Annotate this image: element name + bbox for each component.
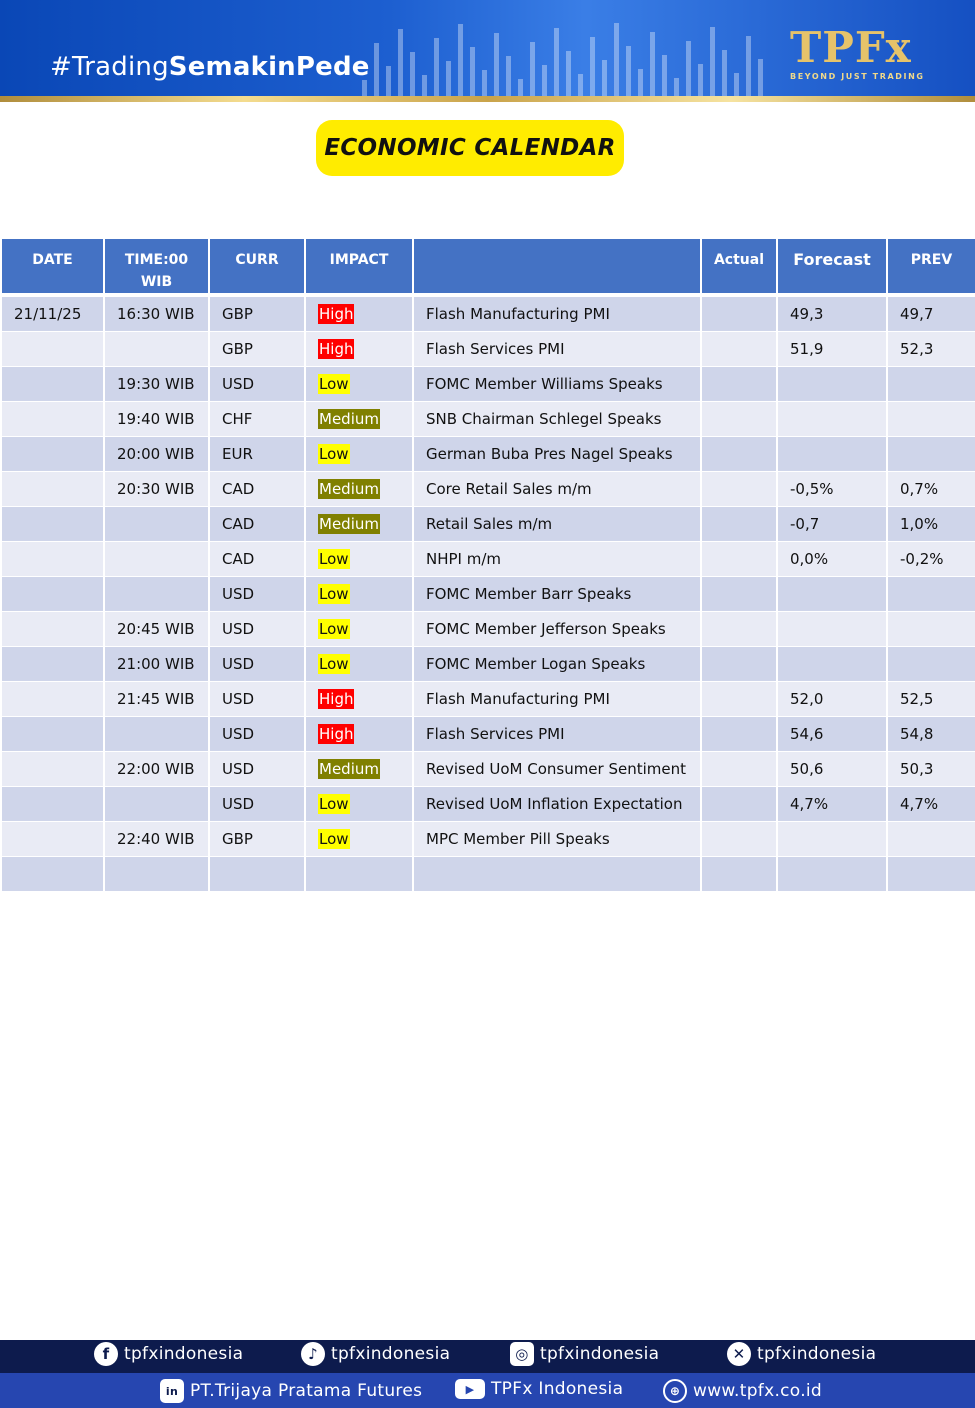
cell-impact — [306, 822, 412, 857]
impact-badge: Low — [319, 375, 349, 393]
cell-currency — [210, 857, 304, 892]
cell-date — [2, 577, 103, 612]
cell-time: 19:40 WIB — [105, 402, 208, 437]
cell-date — [2, 647, 103, 682]
cell-prev: 54,8 — [888, 717, 975, 752]
cell-date: 21/11/25 — [2, 297, 103, 332]
cell-prev — [888, 367, 975, 402]
cell-actual — [702, 857, 776, 892]
cell-forecast: 54,6 — [778, 717, 886, 752]
cell-event: FOMC Member Barr Speaks — [414, 577, 700, 612]
table-row — [2, 857, 975, 892]
impact-badge: Low — [319, 830, 349, 848]
cell-prev: 52,3 — [888, 332, 975, 367]
instagram-icon: ◎ — [510, 1342, 534, 1366]
cell-impact — [306, 647, 412, 682]
tiktok-icon: ♪ — [301, 1342, 325, 1366]
cell-actual — [702, 437, 776, 472]
linkedin-label: PT.Trijaya Pratama Futures — [190, 1381, 423, 1401]
cell-prev: 1,0% — [888, 507, 975, 542]
cell-date — [2, 472, 103, 507]
cell-time: 21:00 WIB — [105, 647, 208, 682]
impact-badge: Medium — [319, 760, 379, 778]
table-row — [2, 332, 975, 367]
cell-date — [2, 402, 103, 437]
cell-event: MPC Member Pill Speaks — [414, 822, 700, 857]
cell-time: 22:40 WIB — [105, 822, 208, 857]
cell-time — [105, 717, 208, 752]
impact-badge: High — [319, 305, 354, 323]
cell-impact — [306, 437, 412, 472]
cell-prev — [888, 612, 975, 647]
cell-prev: 0,7% — [888, 472, 975, 507]
website-url: www.tpfx.co.id — [693, 1381, 823, 1401]
cell-actual — [702, 682, 776, 717]
table-row — [2, 822, 975, 857]
cell-time: 22:00 WIB — [105, 752, 208, 787]
cell-forecast — [778, 857, 886, 892]
brand-logo-text: TPFx — [790, 23, 912, 72]
cell-actual — [702, 402, 776, 437]
x-handle: tpfxindonesia — [757, 1344, 877, 1364]
x-link[interactable] — [727, 1342, 876, 1366]
cell-prev — [888, 822, 975, 857]
youtube-link[interactable] — [455, 1379, 623, 1399]
cell-impact — [306, 507, 412, 542]
brand-logo — [790, 23, 930, 86]
cell-impact — [306, 682, 412, 717]
globe-icon: ⊕ — [663, 1379, 687, 1403]
cell-actual — [702, 507, 776, 542]
cell-time: 20:00 WIB — [105, 437, 208, 472]
cell-event: FOMC Member Logan Speaks — [414, 647, 700, 682]
cell-impact — [306, 857, 412, 892]
cell-time — [105, 787, 208, 822]
impact-badge: Low — [319, 585, 349, 603]
table-row — [2, 402, 975, 437]
page-title-badge — [316, 120, 624, 176]
cell-event: NHPI m/m — [414, 542, 700, 577]
facebook-icon: f — [94, 1342, 118, 1366]
cell-currency: USD — [210, 367, 304, 402]
cell-prev — [888, 857, 975, 892]
cell-currency: GBP — [210, 332, 304, 367]
cell-impact — [306, 297, 412, 332]
instagram-link[interactable] — [510, 1342, 659, 1366]
column-header-event — [414, 239, 700, 293]
table-row — [2, 577, 975, 612]
cell-currency: USD — [210, 682, 304, 717]
cell-date — [2, 437, 103, 472]
table-row — [2, 297, 975, 332]
impact-badge: High — [319, 340, 354, 358]
cell-time: 20:45 WIB — [105, 612, 208, 647]
table-row — [2, 612, 975, 647]
impact-badge: High — [319, 690, 354, 708]
cell-forecast — [778, 402, 886, 437]
table-row — [2, 507, 975, 542]
cell-currency: CAD — [210, 507, 304, 542]
cell-currency: GBP — [210, 297, 304, 332]
cell-prev — [888, 437, 975, 472]
cell-date — [2, 752, 103, 787]
cell-time: 19:30 WIB — [105, 367, 208, 402]
cell-actual — [702, 332, 776, 367]
cell-event — [414, 857, 700, 892]
header-banner — [0, 0, 975, 98]
cell-impact — [306, 787, 412, 822]
cell-time: 20:30 WIB — [105, 472, 208, 507]
impact-badge: Low — [319, 445, 349, 463]
instagram-handle: tpfxindonesia — [540, 1344, 660, 1364]
cell-forecast — [778, 822, 886, 857]
brand-tagline: BEYOND JUST TRADING — [790, 72, 925, 81]
facebook-handle: tpfxindonesia — [124, 1344, 244, 1364]
column-header-currency: CURR — [210, 239, 304, 293]
cell-currency: CHF — [210, 402, 304, 437]
cell-date — [2, 822, 103, 857]
cell-actual — [702, 472, 776, 507]
cell-event: Flash Services PMI — [414, 717, 700, 752]
x-icon: ✕ — [727, 1342, 751, 1366]
cell-currency: CAD — [210, 542, 304, 577]
youtube-label: TPFx Indonesia — [491, 1379, 624, 1399]
column-header-date: DATE — [2, 239, 103, 293]
cell-event: FOMC Member Jefferson Speaks — [414, 612, 700, 647]
cell-event: Flash Manufacturing PMI — [414, 682, 700, 717]
cell-forecast — [778, 367, 886, 402]
cell-date — [2, 367, 103, 402]
cell-forecast: 4,7% — [778, 787, 886, 822]
cell-date — [2, 682, 103, 717]
cell-currency: GBP — [210, 822, 304, 857]
table-row — [2, 367, 975, 402]
cell-time — [105, 577, 208, 612]
cell-date — [2, 507, 103, 542]
cell-time: 16:30 WIB — [105, 297, 208, 332]
linkedin-icon: in — [160, 1379, 184, 1403]
cell-actual — [702, 297, 776, 332]
table-row — [2, 682, 975, 717]
cell-impact — [306, 332, 412, 367]
youtube-icon: ▶ — [455, 1379, 485, 1399]
cell-event: Flash Services PMI — [414, 332, 700, 367]
cell-forecast: -0,5% — [778, 472, 886, 507]
cell-prev — [888, 647, 975, 682]
cell-date — [2, 787, 103, 822]
cell-impact — [306, 402, 412, 437]
cell-impact — [306, 367, 412, 402]
cell-actual — [702, 542, 776, 577]
cell-prev — [888, 402, 975, 437]
cell-prev: 50,3 — [888, 752, 975, 787]
cell-date — [2, 332, 103, 367]
cell-actual — [702, 647, 776, 682]
cell-time — [105, 507, 208, 542]
cell-actual — [702, 577, 776, 612]
cell-date — [2, 542, 103, 577]
cell-currency: USD — [210, 577, 304, 612]
facebook-link[interactable] — [94, 1342, 243, 1366]
cell-currency: USD — [210, 717, 304, 752]
impact-badge: Low — [319, 655, 349, 673]
cell-forecast — [778, 612, 886, 647]
website-link[interactable] — [663, 1379, 822, 1403]
cell-impact — [306, 752, 412, 787]
cell-currency: USD — [210, 647, 304, 682]
column-header-time: TIME:00 WIB — [105, 239, 208, 293]
cell-currency: USD — [210, 787, 304, 822]
chart-bars-decoration — [360, 0, 780, 98]
cell-actual — [702, 717, 776, 752]
gold-divider — [0, 96, 975, 102]
column-header-prev: PREV — [888, 239, 975, 293]
cell-currency: CAD — [210, 472, 304, 507]
cell-prev: 4,7% — [888, 787, 975, 822]
cell-impact — [306, 542, 412, 577]
impact-badge: Low — [319, 795, 349, 813]
cell-prev: 52,5 — [888, 682, 975, 717]
impact-badge: Low — [319, 620, 349, 638]
cell-event: SNB Chairman Schlegel Speaks — [414, 402, 700, 437]
cell-time — [105, 332, 208, 367]
cell-actual — [702, 822, 776, 857]
table-row — [2, 472, 975, 507]
table-row — [2, 717, 975, 752]
economic-calendar-table — [0, 239, 975, 892]
cell-forecast — [778, 437, 886, 472]
cell-impact — [306, 717, 412, 752]
cell-time — [105, 542, 208, 577]
cell-forecast — [778, 577, 886, 612]
cell-date — [2, 612, 103, 647]
table-row — [2, 787, 975, 822]
cell-forecast — [778, 647, 886, 682]
cell-impact — [306, 577, 412, 612]
cell-event: Core Retail Sales m/m — [414, 472, 700, 507]
cell-event: FOMC Member Williams Speaks — [414, 367, 700, 402]
tiktok-link[interactable] — [301, 1342, 450, 1366]
cell-currency: EUR — [210, 437, 304, 472]
cell-forecast: 51,9 — [778, 332, 886, 367]
hashtag-text: #TradingSemakinPede — [50, 52, 370, 82]
cell-time: 21:45 WIB — [105, 682, 208, 717]
tiktok-handle: tpfxindonesia — [331, 1344, 451, 1364]
table-row — [2, 542, 975, 577]
table-row — [2, 752, 975, 787]
column-header-actual: Actual — [702, 239, 776, 293]
cell-event: Flash Manufacturing PMI — [414, 297, 700, 332]
cell-prev — [888, 577, 975, 612]
column-header-forecast: Forecast — [778, 239, 886, 293]
impact-badge: Medium — [319, 515, 379, 533]
impact-badge: Medium — [319, 480, 379, 498]
impact-badge: Medium — [319, 410, 379, 428]
cell-currency: USD — [210, 612, 304, 647]
cell-forecast: -0,7 — [778, 507, 886, 542]
cell-impact — [306, 612, 412, 647]
cell-forecast: 52,0 — [778, 682, 886, 717]
table-row — [2, 437, 975, 472]
table-header-row — [2, 239, 975, 293]
cell-event: Revised UoM Inflation Expectation — [414, 787, 700, 822]
cell-impact — [306, 472, 412, 507]
column-header-impact: IMPACT — [306, 239, 412, 293]
cell-date — [2, 857, 103, 892]
cell-event: Revised UoM Consumer Sentiment — [414, 752, 700, 787]
cell-currency: USD — [210, 752, 304, 787]
cell-actual — [702, 752, 776, 787]
cell-event: German Buba Pres Nagel Speaks — [414, 437, 700, 472]
cell-forecast: 50,6 — [778, 752, 886, 787]
impact-badge: Low — [319, 550, 349, 568]
impact-badge: High — [319, 725, 354, 743]
page-title: ECONOMIC CALENDAR — [324, 135, 616, 161]
cell-forecast: 0,0% — [778, 542, 886, 577]
cell-event: Retail Sales m/m — [414, 507, 700, 542]
cell-prev: -0,2% — [888, 542, 975, 577]
cell-prev: 49,7 — [888, 297, 975, 332]
table-row — [2, 647, 975, 682]
linkedin-link[interactable] — [160, 1379, 422, 1403]
cell-forecast: 49,3 — [778, 297, 886, 332]
cell-actual — [702, 367, 776, 402]
cell-date — [2, 717, 103, 752]
cell-actual — [702, 787, 776, 822]
cell-actual — [702, 612, 776, 647]
cell-time — [105, 857, 208, 892]
